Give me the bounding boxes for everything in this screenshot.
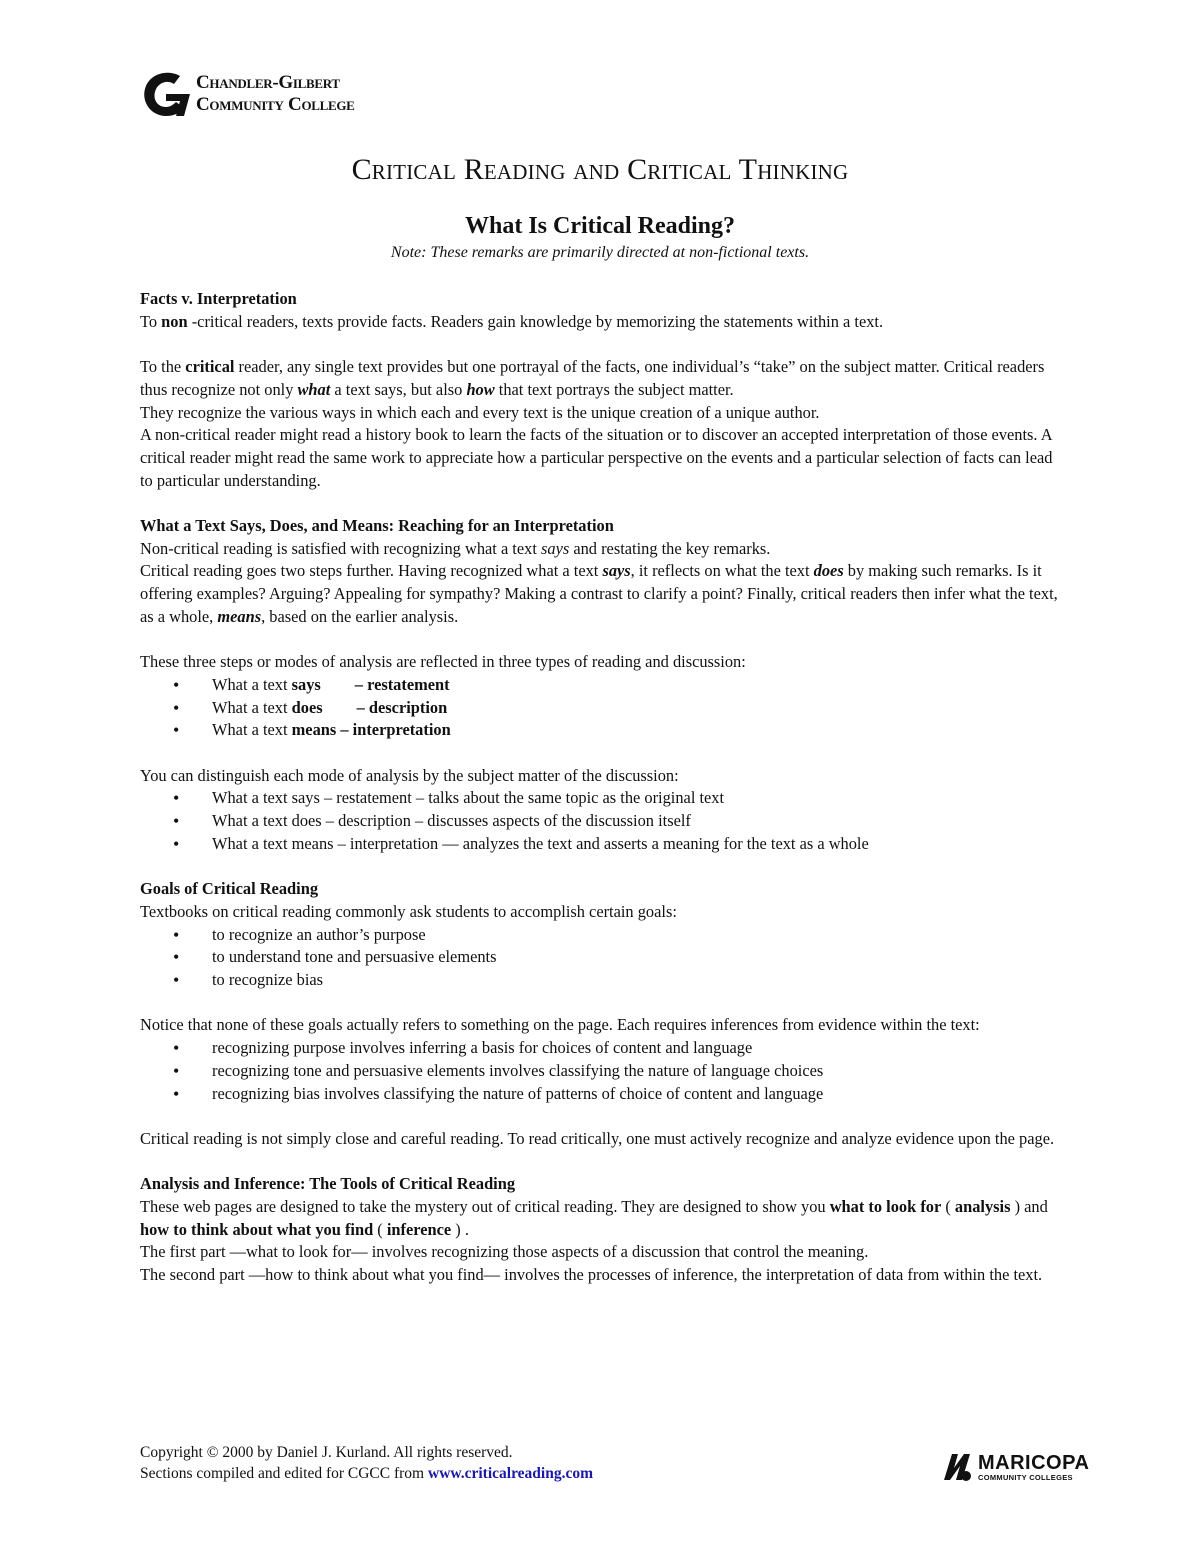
paragraph: To non -critical readers, texts provide facts. Readers gain knowledge by memorizing the statements within a text. (140, 311, 884, 331)
page-note: Note: These remarks are primarily directed at non-fictional texts. (390, 244, 810, 261)
paragraph: To the critical reader, any single text provides but one portrayal of the facts, one individual’s “take” on the subject matter. Critical readers thus recognize not only what a text says, but also how that text portrays the subject matter. (140, 357, 1045, 399)
section-heading: Goals of Critical Reading (140, 879, 319, 899)
paragraph: A non-critical reader might read a history book to learn the facts of the situation or to discover an accepted interpretation of those events. A critical reader might read the same work to appreciate how a particular perspective on the events and a particular selection of facts can lead to particular understanding. (140, 425, 1053, 490)
paragraph: You can distinguish each mode of analysis by the subject matter of the discussion: (140, 765, 679, 785)
page-subtitle: What Is Critical Reading? (465, 213, 735, 239)
list-item: • What a text does – description – discusses aspects of the discussion itself (140, 810, 1060, 833)
logo-line-1: Chandler-Gilbert (196, 72, 340, 93)
page-title: Critical Reading and Critical Thinking (351, 153, 849, 186)
cgcc-logo-icon (140, 68, 192, 120)
document-body (140, 288, 1060, 1287)
maricopa-subtitle: COMMUNITY COLLEGES (978, 1472, 1073, 1482)
list-item: • What a text says – restatement – talks about the same topic as the original text (140, 787, 1060, 810)
list-item: • to understand tone and persuasive elements (140, 946, 1060, 969)
footer (140, 1442, 593, 1484)
paragraph: Critical reading is not simply close and careful reading. To read critically, one must actively recognize and analyze evidence upon the page. (140, 1128, 1055, 1148)
source-link[interactable]: www.criticalreading.com (428, 1465, 594, 1482)
paragraph: These three steps or modes of analysis are reflected in three types of reading and discussion: (140, 652, 746, 672)
bullet-list (140, 924, 1060, 992)
paragraph: Textbooks on critical reading commonly ask students to accomplish certain goals: (140, 901, 677, 921)
list-item: • What a text says – restatement (140, 674, 1060, 697)
list-item: • to recognize bias (140, 969, 1060, 992)
bullet-list (140, 674, 1060, 742)
list-item: • recognizing tone and persuasive elements involves classifying the nature of language choices (140, 1060, 1060, 1083)
college-logo (140, 68, 355, 120)
paragraph: The second part —how to think about what you find— involves the processes of inference, the interpretation of data from within the text. (140, 1265, 1043, 1285)
logo-line-2: Community College (196, 94, 355, 115)
copyright-text: Copyright © 2000 by Daniel J. Kurland. All rights reserved. (140, 1444, 513, 1461)
paragraph: These web pages are designed to take the mystery out of critical reading. They are designed to show you what to look for ( analysis ) and how to think about what you find ( inference ) . (140, 1197, 1048, 1239)
section-heading: What a Text Says, Does, and Means: Reaching for an Interpretation (140, 516, 614, 535)
paragraph: Non-critical reading is satisfied with recognizing what a text says and restating the key remarks. (140, 538, 771, 558)
list-item: • What a text means – interpretation (140, 719, 1060, 742)
source-text: Sections compiled and edited for CGCC from www.criticalreading.com (140, 1465, 594, 1482)
paragraph: The first part —what to look for— involves recognizing those aspects of a discussion that control the meaning. (140, 1242, 869, 1262)
list-item: • recognizing bias involves classifying the nature of patterns of choice of content and language (140, 1083, 1060, 1106)
section-heading: Analysis and Inference: The Tools of Critical Reading (140, 1174, 516, 1194)
maricopa-m-icon (940, 1450, 974, 1484)
bullet-list (140, 1037, 1060, 1105)
section-heading: Facts v. Interpretation (140, 289, 297, 308)
list-item: • What a text means – interpretation — analyzes the text and asserts a meaning for the text as a whole (140, 833, 1060, 856)
list-item: • What a text does – description (140, 697, 1060, 720)
list-item: • recognizing purpose involves inferring a basis for choices of content and language (140, 1037, 1060, 1060)
paragraph: They recognize the various ways in which each and every text is the unique creation of a unique author. (140, 402, 820, 422)
paragraph: Notice that none of these goals actually refers to something on the page. Each requires inferences from evidence within the text: (140, 1015, 980, 1035)
list-item: • to recognize an author’s purpose (140, 924, 1060, 947)
paragraph: Critical reading goes two steps further. Having recognized what a text says, it reflects on what the text does by making such remarks. Is it offering examples? Arguing? Appealing for sympathy? Making a contrast to clarify a point? Finally, critical readers then infer what the text, as a whole, means, based on the earlier analysis. (140, 561, 1058, 626)
maricopa-name: MARICOPA (978, 1451, 1090, 1474)
bullet-list (140, 787, 1060, 855)
maricopa-logo (940, 1450, 1089, 1484)
